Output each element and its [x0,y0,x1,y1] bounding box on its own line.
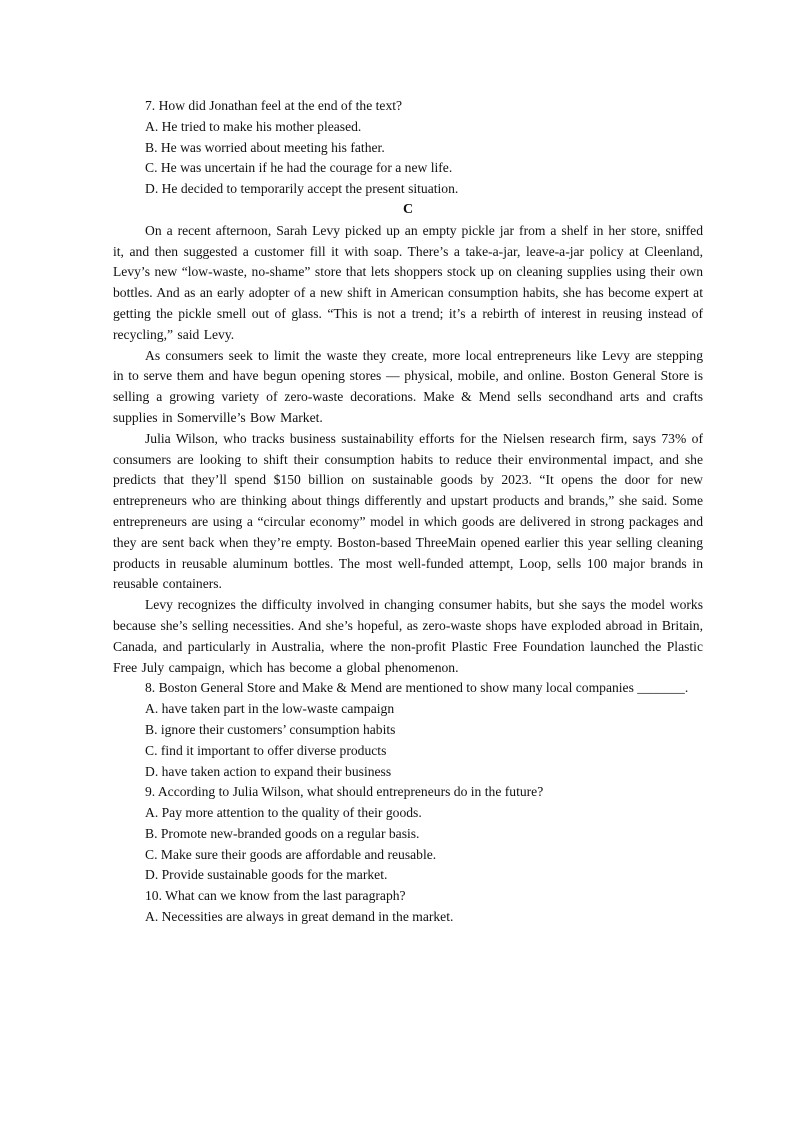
question-10-stem: 10. What can we know from the last paragraph? [145,888,406,904]
section-title: C [402,201,414,217]
question-7-option-b: B. He was worried about meeting his father. [145,139,385,155]
question-8-option-b: B. ignore their customers’ consumption habits [145,721,396,737]
question-7-option-d: D. He decided to temporarily accept the present situation. [145,181,459,197]
question-8-option-c: C. find it important to offer diverse products [145,742,387,758]
question-8 [113,678,703,782]
question-7-option-c: C. He was uncertain if he had the courage for a new life. [145,160,453,176]
document-page [113,96,703,928]
question-10-option-a: A. Necessities are always in great demand in the market. [145,909,454,925]
question-9-option-b: B. Promote new-branded goods on a regular basis. [145,825,420,841]
question-8-stem: 8. Boston General Store and Make & Mend are mentioned to show many local companies _______. [145,680,689,696]
question-9 [113,782,703,886]
question-7-stem: 7. How did Jonathan feel at the end of the text? [145,98,403,113]
question-10 [113,886,703,928]
question-9-option-c: C. Make sure their goods are affordable and reusable. [145,846,437,862]
passage-paragraph-4: Levy recognizes the difficulty involved in changing consumer habits, but she says the model works because she’s selling necessities. And she’s hopeful, as zero-waste shops have exploded abroad in Britain, Canada, and particularly in Australia, where the non-profit Plastic Free Foundation launched the Plastic Free July campaign, which has become a global phenomenon. [113,597,703,675]
question-7 [113,96,703,200]
question-9-option-d: D. Provide sustainable goods for the market. [145,867,388,883]
question-9-stem: 9. According to Julia Wilson, what should entrepreneurs do in the future? [145,784,544,800]
question-9-option-a: A. Pay more attention to the quality of their goods. [145,805,422,821]
passage-paragraph-2: As consumers seek to limit the waste they create, more local entrepreneurs like Levy are stepping in to serve them and have begun opening stores — physical, mobile, and online. Boston General Store is selling a growing variety of zero-waste decorations. Make & Mend sells secondhand arts and crafts supplies in Somerville’s Bow Market. [113,347,703,425]
reading-passage [113,221,703,679]
passage-paragraph-1: On a recent afternoon, Sarah Levy picked up an empty pickle jar from a shelf in her store, sniffed it, and then suggested a customer fill it with soap. There’s a take-a-jar, leave-a-jar policy at Cleenland, Levy’s new “low-waste, no-shame” store that lets shoppers stock up on cleaning supplies using their own bottles. And as an early adopter of a new shift in American consumption habits, she has become expert at getting the pickle smell out of glass. “This is not a trend; it’s a rebirth of interest in reusing instead of recycling,” said Levy. [113,222,703,342]
question-7-option-a: A. He tried to make his mother pleased. [145,118,362,134]
question-8-option-a: A. have taken part in the low-waste campaign [145,701,395,717]
passage-paragraph-3: Julia Wilson, who tracks business sustainability efforts for the Nielsen research firm, says 73% of consumers are looking to shift their consumption habits to reduce their environmental impact, and she predicts that they’ll spend $150 billion on sustainable goods by 2023. “It opens the door for new entrepreneurs who are thinking about things differently and upstart products and brands,” she said. Some entrepreneurs are using a “circular economy” model in which goods are delivered in strong packages and they are sent back when they’re empty. Boston-based ThreeMain opened earlier this year selling cleaning products in reusable aluminum bottles. The most well-funded attempt, Loop, sells 100 major brands in reusable containers. [113,430,703,592]
question-8-option-d: D. have taken action to expand their business [145,763,392,779]
